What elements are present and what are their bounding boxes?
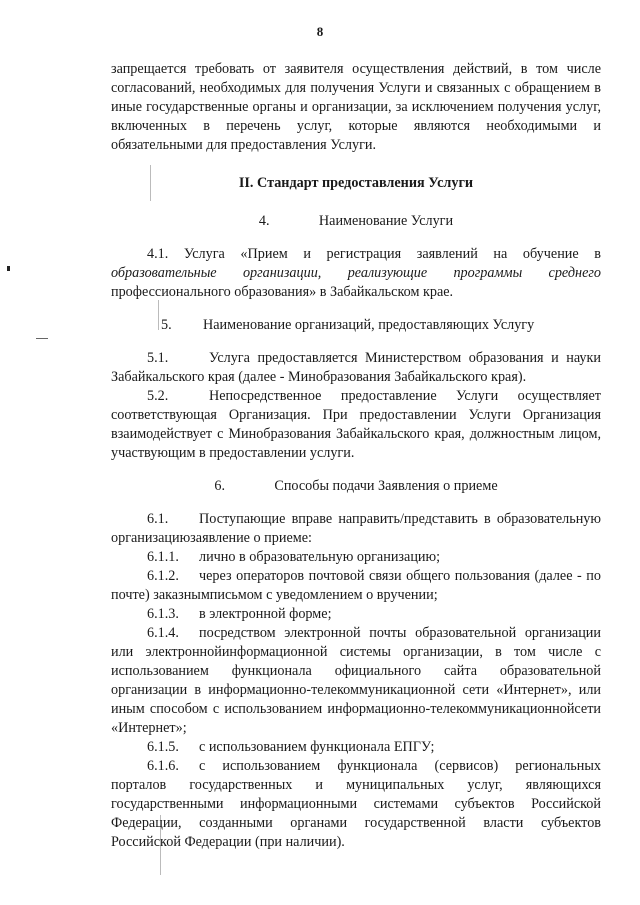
paragraph-5-2	[111, 387, 601, 463]
paragraph-5-2-number: 5.2.	[147, 388, 169, 404]
heading-5	[161, 316, 601, 335]
heading-5-text: Наименование организаций, предоставляющих Услугу	[203, 317, 535, 333]
paragraph-4-1-italic: образовательные организации, реализующие программы среднего	[111, 265, 601, 281]
item-number: 6.1.5.	[147, 739, 179, 755]
item-text: с использованием функционала (сервисов) региональных порталов государственных и муниципальных услуг, являющихся государственными информационными системами субъектов Российской Федерации, созданными органами государственной власти субъектов Российской Федерации (при наличии).	[111, 758, 601, 850]
heading-6-number: 6.	[214, 478, 225, 494]
heading-4-number: 4.	[258, 213, 270, 229]
paragraph-5-1-number: 5.1.	[147, 350, 169, 366]
list-item	[111, 624, 601, 738]
list-item	[111, 548, 601, 567]
heading-6-text: Способы подачи Заявления о приеме	[274, 478, 498, 494]
list-item	[111, 567, 601, 605]
paragraph-4-1-tail: профессионального образования» в Забайкальском крае.	[111, 284, 454, 300]
paragraph-5-1	[111, 349, 601, 387]
item-number: 6.1.1.	[147, 549, 179, 565]
intro-paragraph: запрещается требовать от заявителя осуществления действий, в том числе согласований, необходимых для получения Услуги и связанных с обращением в иные государственные органы и организации, за исключением получения услуг, включенных в перечень услуг, которые являются необходимыми и обязательными для предоставления Услуги.	[111, 61, 601, 153]
scan-mark	[36, 338, 48, 339]
item-number: 6.1.3.	[147, 606, 179, 622]
heading-5-number: 5.	[161, 317, 172, 333]
section-title: II. Стандарт предоставления Услуги	[238, 175, 474, 191]
list-item	[111, 738, 601, 757]
heading-4-text: Наименование Услуги	[318, 213, 454, 229]
item-text: посредством электронной почты образовательной организации или электроннойинформационной системы организации, в том числе с использованием функционала официального сайта образовательной организации в информационно-телекоммуникационной сети «Интернет», или иным способом с использованием информационно-телекоммуникационнойсети «Интернет»;	[111, 625, 601, 736]
list-item	[111, 605, 601, 624]
paragraph-6-1	[111, 510, 601, 548]
document-body	[111, 60, 601, 852]
heading-6	[111, 477, 601, 496]
paragraph-6-1-text: Поступающие вправе направить/представить в образовательную организациюзаявление о приеме:	[111, 511, 601, 546]
item-number: 6.1.6.	[147, 758, 179, 774]
scan-mark	[7, 266, 10, 271]
paragraph-5-2-text: Непосредственное предоставление Услуги осуществляет соответствующая Организация. При предоставлении Услуги Организация взаимодействует с Минобразования Забайкальского края, должностным лицом, участвующим в предоставлении услуги.	[111, 388, 601, 461]
item-number: 6.1.4.	[147, 625, 179, 641]
item-text: лично в образовательную организацию;	[199, 549, 441, 565]
paragraph-6-1-number: 6.1.	[147, 511, 169, 527]
paragraph-4-1	[111, 245, 601, 302]
item-number: 6.1.2.	[147, 568, 179, 584]
page-number: 8	[316, 24, 324, 39]
paragraph-5-1-text: Услуга предоставляется Министерством образования и науки Забайкальского края (далее - Минобразования Забайкальского края).	[111, 350, 601, 385]
heading-4	[111, 212, 601, 231]
item-text: в электронной форме;	[199, 606, 332, 622]
paragraph-4-1-lead: 4.1. Услуга «Прием и регистрация заявлений на обучение в	[147, 246, 601, 262]
item-text: через операторов почтовой связи общего пользования (далее - по почте) заказнымписьмом с уведомлением о вручении;	[111, 568, 601, 603]
item-text: с использованием функционала ЕПГУ;	[199, 739, 435, 755]
list-item	[111, 757, 601, 852]
